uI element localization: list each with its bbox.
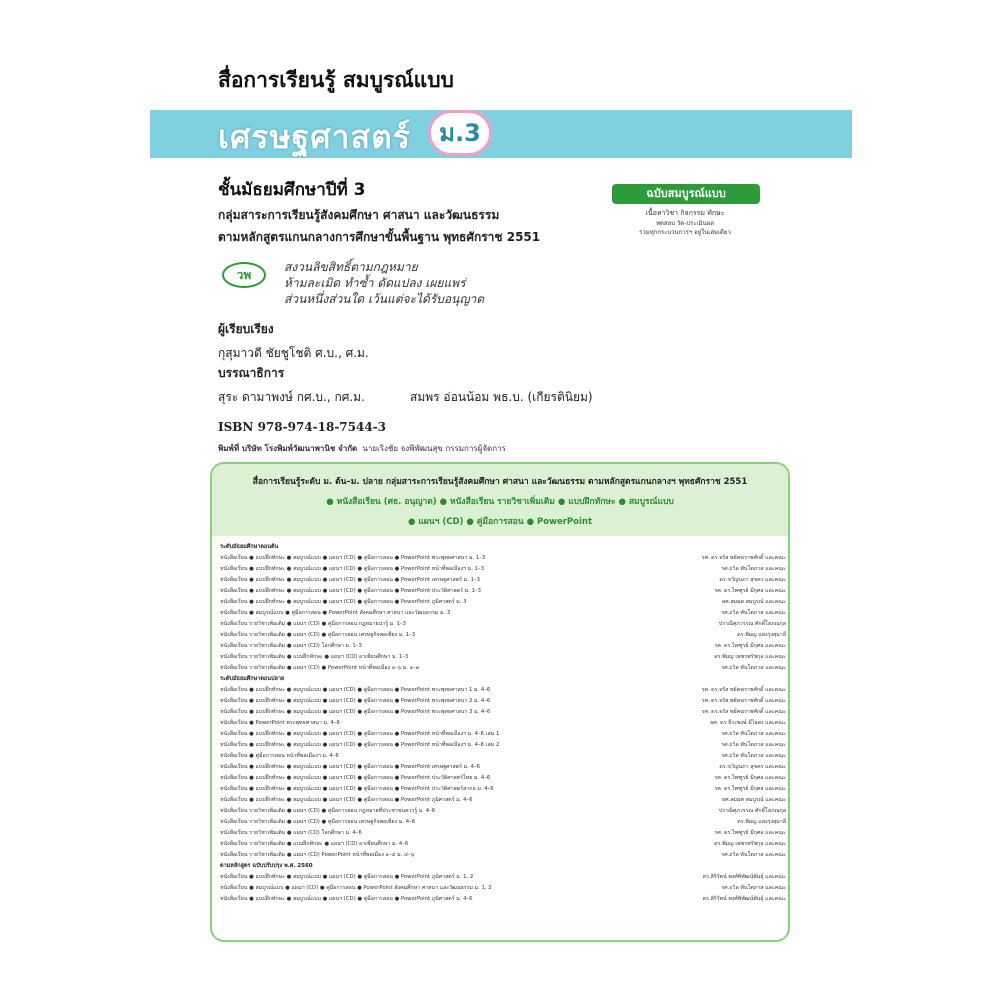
catalog-row-title: หนังสือเรียน ● แบบฝึกทักษะ ● สมบูรณ์แบบ ● แผนฯ (CD) ● คู่มือการสอน ● PowerPoint เศรษฐศาสตร์ ม. 1–3 [220,577,480,583]
catalog-row-author: ดร.ขวัญนภา สุขคร และคณะ [719,577,786,583]
catalog-row [220,707,786,718]
catalog-row-title: หนังสือเรียน ● แบบฝึกทักษะ ● สมบูรณ์แบบ ● แผนฯ (CD) ● คู่มือการสอน ● PowerPoint หน้าที่พลเมืองฯ ม. 4–6 เล่ม 1 [220,731,500,737]
catalog-row-author: รศ.ถวิล ทันโตภาส และคณะ [721,852,786,858]
catalog-section-heading: ตามหลักสูตร ฉบับปรับปรุง พ.ศ. 2560 [220,863,313,869]
catalog-row [220,872,786,883]
catalog-row [220,729,786,740]
printer-line [218,442,506,455]
catalog-row-author: รศ.ถวิล ทันโตภาส และคณะ [721,665,786,671]
catalog-row-author: รศ. ดร.ไพฑูรย์ มีกุศล และคณะ [714,830,786,836]
catalog-row-author: ดร.สิริรัตน์ พงศ์พิพัฒน์พันธุ์ และคณะ [702,896,786,902]
catalog-row-author: รศ.ถวิล ทันโตภาส และคณะ [721,566,786,572]
catalog-row [220,740,786,751]
catalog-row [220,773,786,784]
printer-person: นายเริงชัย จงพิพัฒนสุข กรรมการผู้จัดการ [362,444,506,453]
catalog-box [210,462,790,942]
catalog-row [220,564,786,575]
catalog-row-title: หนังสือเรียน ● แบบฝึกทักษะ ● สมบูรณ์แบบ ● แผนฯ (CD) ● คู่มือการสอน ● PowerPoint พระพุทธศาสนา 1 ม. 4–6 [220,687,491,693]
catalog-row-author: ดร.สิริรัตน์ พงศ์พิพัฒน์พันธุ์ และคณะ [702,874,786,880]
catalog-row-title: หนังสือเรียน ● แบบฝึกทักษะ ● สมบูรณ์แบบ ● แผนฯ (CD) ● คู่มือการสอน ● PowerPoint เศรษฐศาสตร์ ม. 4–6 [220,764,480,770]
catalog-row-title: หนังสือเรียน ● PowerPoint พระพุทธศาสนา ม. 4–6 [220,720,340,726]
copyright-line: ห้ามละเมิด ทำซ้ำ ดัดแปลง เผยแพร่ [284,276,466,290]
catalog-row-author: ปราณีศุภวรรณ ศักดิ์โสภณกุล [718,621,786,627]
catalog-row-author: รศ. ดร.จรัส พยัคฆราชศักดิ์ และคณะ [701,555,786,561]
catalog-row [220,894,786,905]
catalog-row [220,630,786,641]
seal-line: รวมทุกกระบวนการฯ อยู่ในเล่มเดียว [639,229,731,236]
catalog-row-author: รศ.ถวิล ทันโตภาส และคณะ [721,731,786,737]
catalog-row [220,696,786,707]
catalog-row-title: หนังสือเรียน ● แบบฝึกทักษะ ● สมบูรณ์แบบ ● แผนฯ (CD) ● คู่มือการสอน ● PowerPoint ประวัติศาสตร์สากล ม. 4–6 [220,786,494,792]
catalog-row [220,619,786,630]
catalog-row [220,608,786,619]
catalog-row-author: ผศ. ดร.ธีระพงษ์ มีไธสง และคณะ [710,720,786,726]
catalog-row-author: รศ. ดร.จรัส พยัคฆราชศักดิ์ และคณะ [701,709,786,715]
catalog-row [220,850,786,861]
catalog-row-author: รศ.ถวิล ทันโตภาส และคณะ [721,885,786,891]
catalog-row-author: รศ. ดร.ไพฑูรย์ มีกุศล และคณะ [714,775,786,781]
catalog-row-title: หนังสือเรียน รายวิชาเพิ่มเติม ● แผนฯ (CD) ● คู่มือการสอน เศรษฐกิจพอเพียง ม. 4–6 [220,819,416,825]
catalog-row [220,718,786,729]
catalog-row [220,784,786,795]
catalog-row-title: หนังสือเรียน รายวิชาเพิ่มเติม ● แบบฝึกทักษะ ● แผนฯ (CD) อาเซียนศึกษา ม. 1–3 [220,654,409,660]
catalog-row [220,641,786,652]
catalog-row-title: หนังสือเรียน ● แบบฝึกทักษะ ● สมบูรณ์แบบ ● แผนฯ (CD) ● คู่มือการสอน ● PowerPoint พระพุทธศาสนา 2 ม. 4–6 [220,698,491,704]
subject-title: เศรษฐศาสตร์ [218,118,411,156]
catalog-row [220,597,786,608]
catalog-row-author: ดร.พิมญ เพชรพรัชกุล และคณะ [714,654,786,660]
catalog-row [220,685,786,696]
printer-company: พิมพ์ที่ บริษัท โรงพิมพ์วัฒนาพานิช จำกัด [218,444,358,453]
catalog-row-author: ดร.ขวัญนภา สุขคร และคณะ [719,764,786,770]
catalog-row-title: หนังสือเรียน ● แบบฝึกทักษะ ● สมบูรณ์แบบ ● แผนฯ (CD) ● คู่มือการสอน ● PowerPoint ประวัติศาสตร์ไทย ม. 4–6 [220,775,491,781]
seal-line: ทดสอบ วัด-ประเมินผล [656,220,714,227]
catalog-row-title: หนังสือเรียน รายวิชาเพิ่มเติม ● แผนฯ (CD) โลกศึกษา ม. 1–3 [220,643,362,649]
editor-name: สมพร อ่อนน้อม พธ.บ. (เกียรตินิยม) [410,390,593,404]
catalog-list [220,542,786,905]
publisher-logo: วพ [222,262,266,288]
author-heading: ผู้เรียบเรียง [218,322,274,336]
catalog-row-title: หนังสือเรียน ● สมบูรณ์แบบ ● คู่มือการสอน ● PowerPoint สังคมศึกษา ศาสนา และวัฒนธรรม ม. 3 [220,610,451,616]
catalog-row-author: รศ.ถวิล ทันโตภาส และคณะ [721,753,786,759]
catalog-row [220,586,786,597]
seal-line: เนื้อหาวิชา กิจกรรม ทักษะ [645,209,725,217]
copyright-line: สงวนลิขสิทธิ์ตามกฎหมาย [284,260,418,274]
catalog-row-title: หนังสือเรียน ● แบบฝึกทักษะ ● สมบูรณ์แบบ ● แผนฯ (CD) ● คู่มือการสอน ● PowerPoint พระพุทธศาสนา ม. 1–3 [220,555,486,561]
learning-area: กลุ่มสาระการเรียนรู้สังคมศึกษา ศาสนา และวัฒนธรรม [218,208,500,222]
catalog-row [220,751,786,762]
catalog-row [220,663,786,674]
catalog-row [220,839,786,850]
catalog-row-author: รศ. ดร.ไพฑูรย์ มีกุศล และคณะ [714,588,786,594]
catalog-header [212,464,788,536]
catalog-row-title: หนังสือเรียน รายวิชาเพิ่มเติม ● แผนฯ (CD) PowerPoint หน้าที่พลเมือง ๑–๔ ม. ๔–๖ [220,852,415,858]
catalog-series: ● หนังสือเรียน (ศธ. อนุญาต) ● หนังสือเรียน รายวิชาเพิ่มเติม ● แบบฝึกทักษะ ● สมบูรณ์แบบ [326,497,674,507]
catalog-row-title: หนังสือเรียน ● แบบฝึกทักษะ ● สมบูรณ์แบบ ● แผนฯ (CD) ● คู่มือการสอน ● PowerPoint หน้าที่พลเมืองฯ ม. 1–3 [220,566,485,572]
grade-badge: ม.3 [428,110,492,156]
complete-edition-seal [600,184,770,236]
copyright-line: ส่วนหนึ่งส่วนใด เว้นแต่จะได้รับอนุญาต [284,292,485,306]
editor-name: สุระ ดามาพงษ์ กศ.บ., กศ.ม. [218,390,365,404]
catalog-row [220,806,786,817]
catalog-row [220,553,786,564]
catalog-row [220,883,786,894]
catalog-row [220,817,786,828]
catalog-section-heading: ระดับมัธยมศึกษาตอนต้น [220,544,279,550]
editor-heading: บรรณาธิการ [218,366,285,380]
catalog-row-author: ดร.พิมญ แสงรุ่งสุมาลี [737,632,786,638]
catalog-row-title: หนังสือเรียน ● แบบฝึกทักษะ ● สมบูรณ์แบบ ● แผนฯ (CD) ● คู่มือการสอน ● PowerPoint ภูมิศาสตร์ ม. 1, 2 [220,874,474,880]
catalog-row-title: หนังสือเรียน รายวิชาเพิ่มเติม ● แผนฯ (CD) ● PowerPoint หน้าที่พลเมือง ๑–๖ ม. ๑–๓ [220,665,420,671]
isbn: ISBN 978-974-18-7544-3 [218,420,387,434]
catalog-row-author: ดร.พิมญ แสงรุ่งสุมาลี [737,819,786,825]
catalog-row-title: หนังสือเรียน ● สมบูรณ์แบบ ● แผนฯ (CD) ● คู่มือการสอน ● PowerPoint สังคมศึกษา ศาสนา และวัฒนธรรม ม. 1, 2 [220,885,492,891]
catalog-row-title: หนังสือเรียน ● แบบฝึกทักษะ ● สมบูรณ์แบบ ● แผนฯ (CD) ● คู่มือการสอน ● PowerPoint ภูมิศาสตร์ ม. 3 [220,599,467,605]
catalog-row [220,652,786,663]
catalog-row-author: รศ. ดร.ไพฑูรย์ มีกุศล และคณะ [714,643,786,649]
catalog-row-title: หนังสือเรียน รายวิชาเพิ่มเติม ● แบบฝึกทักษะ ● แผนฯ (CD) อาเซียนศึกษา ม. 4–6 [220,841,409,847]
catalog-row-author: ดร.พิมญ เพชรพรัชกุล และคณะ [714,841,786,847]
catalog-row-author: รศ. ดร.จรัส พยัคฆราชศักดิ์ และคณะ [701,698,786,704]
catalog-row-title: หนังสือเรียน ● แบบฝึกทักษะ ● สมบูรณ์แบบ ● แผนฯ (CD) ● คู่มือการสอน ● PowerPoint หน้าที่พลเมืองฯ ม. 4–6 เล่ม 2 [220,742,500,748]
catalog-row-author: ผศ.สมมต สมบูรณ์ และคณะ [722,797,786,803]
catalog-row-author: รศ.ถวิล ทันโตภาส และคณะ [721,742,786,748]
catalog-row-author: รศ.ถวิล ทันโตภาส และคณะ [721,610,786,616]
catalog-series: ● แผนฯ (CD) ● คู่มือการสอน ● PowerPoint [407,517,593,527]
grade-level: ชั้นมัธยมศึกษาปีที่ 3 [218,180,366,200]
catalog-row-title: หนังสือเรียน รายวิชาเพิ่มเติม ● แผนฯ (CD) ● คู่มือการสอน เศรษฐกิจพอเพียง ม. 1–3 [220,632,416,638]
catalog-row-title: หนังสือเรียน ● แบบฝึกทักษะ ● สมบูรณ์แบบ ● แผนฯ (CD) ● คู่มือการสอน ● PowerPoint ประวัติศาสตร์ ม. 1–3 [220,588,481,594]
catalog-row-title: หนังสือเรียน รายวิชาเพิ่มเติม ● แผนฯ (CD) ● คู่มือการสอน กฎหมายน่ารู้ ม. 1–3 [220,621,407,627]
catalog-row-author: ผศ.สมมต สมบูรณ์ และคณะ [722,599,786,605]
catalog-row-author: รศ. ดร.จรัส พยัคฆราชศักดิ์ และคณะ [701,687,786,693]
series-title: สื่อการเรียนรู้ สมบูรณ์แบบ [218,68,454,92]
curriculum: ตามหลักสูตรแกนกลางการศึกษาขั้นพื้นฐาน พุทธศักราช 2551 [218,230,541,244]
catalog-row-author: ปราณีศุภวรรณ ศักดิ์โสภณกุล [718,808,786,814]
catalog-row-title: หนังสือเรียน ● แบบฝึกทักษะ ● สมบูรณ์แบบ ● แผนฯ (CD) ● คู่มือการสอน ● PowerPoint ภูมิศาสตร์ ม. 4–6 [220,896,473,902]
catalog-row-author: รศ. ดร.ไพฑูรย์ มีกุศล และคณะ [714,786,786,792]
catalog-title: สื่อการเรียนรู้ระดับ ม. ต้น–ม. ปลาย กลุ่มสาระการเรียนรู้สังคมศึกษา ศาสนา และวัฒนธรรม ตามหลักสูตรแกนกลางฯ พุทธศักราช 2551 [252,477,748,487]
catalog-row-title: หนังสือเรียน รายวิชาเพิ่มเติม ● แผนฯ (CD) ● คู่มือการสอน กฎหมายที่ประชาชนควรรู้ ม. 4–6 [220,808,436,814]
catalog-row-title: หนังสือเรียน ● แบบฝึกทักษะ ● สมบูรณ์แบบ ● แผนฯ (CD) ● คู่มือการสอน ● PowerPoint พระพุทธศาสนา 3 ม. 4–6 [220,709,491,715]
seal-ribbon: ฉบับสมบูรณ์แบบ [612,184,760,204]
catalog-section-heading: ระดับมัธยมศึกษาตอนปลาย [220,676,285,682]
catalog-row [220,828,786,839]
catalog-row-title: หนังสือเรียน ● แบบฝึกทักษะ ● สมบูรณ์แบบ ● แผนฯ (CD) ● คู่มือการสอน ● PowerPoint ภูมิศาสตร์ ม. 4–6 [220,797,473,803]
catalog-row [220,795,786,806]
author-name: กุสุมาวดี ชัยชูโชติ ศ.บ., ศ.ม. [218,346,369,360]
catalog-row-title: หนังสือเรียน รายวิชาเพิ่มเติม ● แผนฯ (CD) โลกศึกษา ม. 4–6 [220,830,362,836]
catalog-row [220,575,786,586]
catalog-row-title: หนังสือเรียน ● คู่มือการสอน หน้าที่พลเมืองฯ ม. 4–6 [220,753,339,759]
catalog-row [220,762,786,773]
